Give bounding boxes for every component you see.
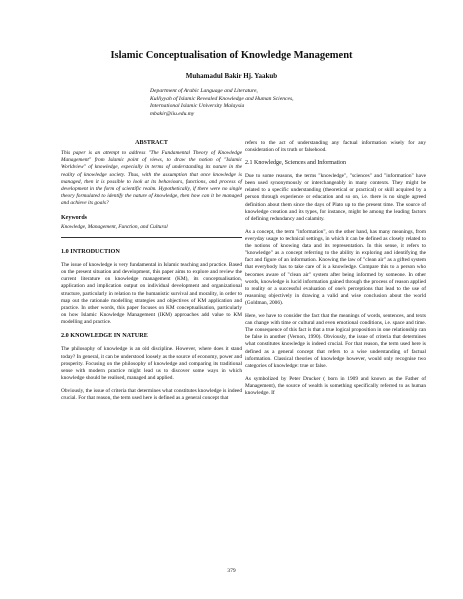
keywords-text: Knowledge, Management, Function, and Cultural bbox=[61, 223, 168, 230]
affiliation-line: International Islamic University Malaysia bbox=[150, 103, 245, 110]
affiliation-line: Department of Arabic Language and Literature, bbox=[150, 88, 258, 94]
body-paragraph: Due to some reasons, the terms "knowledge", "sciences" and "information" have been used synonymously or interchangeably in many contexts. They might be related to a specific understanding (theoretical or practical) or skill acquired by a person through experience or education and so on, i.e. there is no single agreed definition about them since the days of Plato up to the present time. The source of knowledge creation and its types, for instance, might be among the leading factors of defining redundancy and calamity. bbox=[245, 172, 426, 222]
section-heading-introduction: 1.0 INTRODUCTION bbox=[61, 247, 120, 255]
abstract-heading: ABSTRACT bbox=[135, 140, 168, 146]
author-email: mbakir@iiu.edu.my bbox=[150, 110, 195, 117]
body-paragraph: The philosophy of knowledge is an old discipline. However, where does it stand today? In general, it can be understood loosely as the source of economy, power and prosperity. Focusing on the philosophy of knowledge and comparing its traditional sense with modern practice might lead us to discover some ways in which knowledge should be realised, managed and applied. bbox=[61, 346, 242, 382]
body-paragraph: The issue of knowledge is very fundamental in Islamic teaching and practice. Based on the present situation and development, this paper aims to explore and review the current literature on knowledge management (KM), its conceptualisation, application and implication output on individual development and organizational structure, particularly in relation to the humanistic survival and morality, in order to map out the rationale modelling strategies and objectives of KM application and practice. In other words, this paper focuses on KM conceptualisation, particularly on how Islamic Knowledge Management (IKM) approaches add value to KM modelling and practice. bbox=[61, 261, 242, 326]
affiliation-line: Kulliyyah of Islamic Revealed Knowledge and Human Sciences, bbox=[150, 95, 294, 102]
keywords-heading: Keywords bbox=[61, 215, 87, 222]
section-divider bbox=[61, 237, 242, 238]
page-number: 379 bbox=[227, 568, 236, 574]
subsection-heading: 2.1 Knowledge, Sciences and Information bbox=[245, 159, 346, 166]
section-heading-knowledge-nature: 2.0 KNOWLEDGE IN NATURE bbox=[61, 332, 148, 340]
body-paragraph: refers to the act of understanding any factual information wisely for any consideration of its truth or falsehood. bbox=[245, 140, 426, 154]
affiliation-block bbox=[150, 88, 410, 118]
body-paragraph: As a concept, the term "information", on the other hand, has many meanings, from everyday usage to technical settings, in which it can be defined as closely related to the notions of knowing data and its representation. In this sense, it refers to "knowledge" as a concept referring to the ability in exploring and identifying the fact and figure of an information. Knowing the law of "clean air" as a gifted system that everybody has to take care of is a knowledge. Compare this to a person who becomes aware of "clean air" system after being informed by someone. In other words, knowledge is lucid information gained through the process of reason applied to reality or a successful evaluation of one's perceptions that lead to the use of reasoning objectively in drawing a valid and wise conclusion about the world (Goldman, 2006). bbox=[245, 228, 426, 307]
body-paragraph: Obviously, the issue of criteria that determines what constitutes knowledge is indeed crucial. For that reason, the term used here is defined as a general concept that bbox=[61, 387, 242, 401]
abstract-text: This paper is an attempt to address "The Fundamental Theory of Knowledge Management" from Islamic point of views, to draw the notion of "Islamic Worldview" of knowledge, especially in terms of understanding its nature in the reality of knowledge society. Thus, with the assumption that once knowledge is managed, then it is possible to look at its behaviours, functions, and process of development in the form of scientific realm. Hypothetically, if there were no single theory formulated to identify the nature of knowledge, then how can it be managed and achieve its goals? bbox=[61, 150, 242, 207]
author-name: Muhamadul Bakir Hj. Yaakub bbox=[185, 72, 278, 80]
right-column bbox=[245, 140, 426, 403]
left-column bbox=[61, 140, 242, 408]
body-paragraph: Here, we have to consider the fact that the meanings of words, sentences, and texts can change with time or cultural and even emotional conditions, i.e. space and time. The consequence of this fact is that a true logical proposition in one relationship can be false in another (Vernon, 1990). Obviously, the issue of criteria that determines what constitutes knowledge is indeed crucial. For that reason, the term used here is defined as a general concept that refers to a wise understanding of factual information. Classical theories of knowledge however, would only recognise two categories of knowledge: true or false. bbox=[245, 312, 426, 369]
body-paragraph: As symbolized by Peter Drucker ( born in 1909 and known as the Father of Management), the source of wealth is something specifically referred to as human knowledge. If bbox=[245, 375, 426, 396]
paper-title: Islamic Conceptualisation of Knowledge Management bbox=[110, 50, 353, 61]
